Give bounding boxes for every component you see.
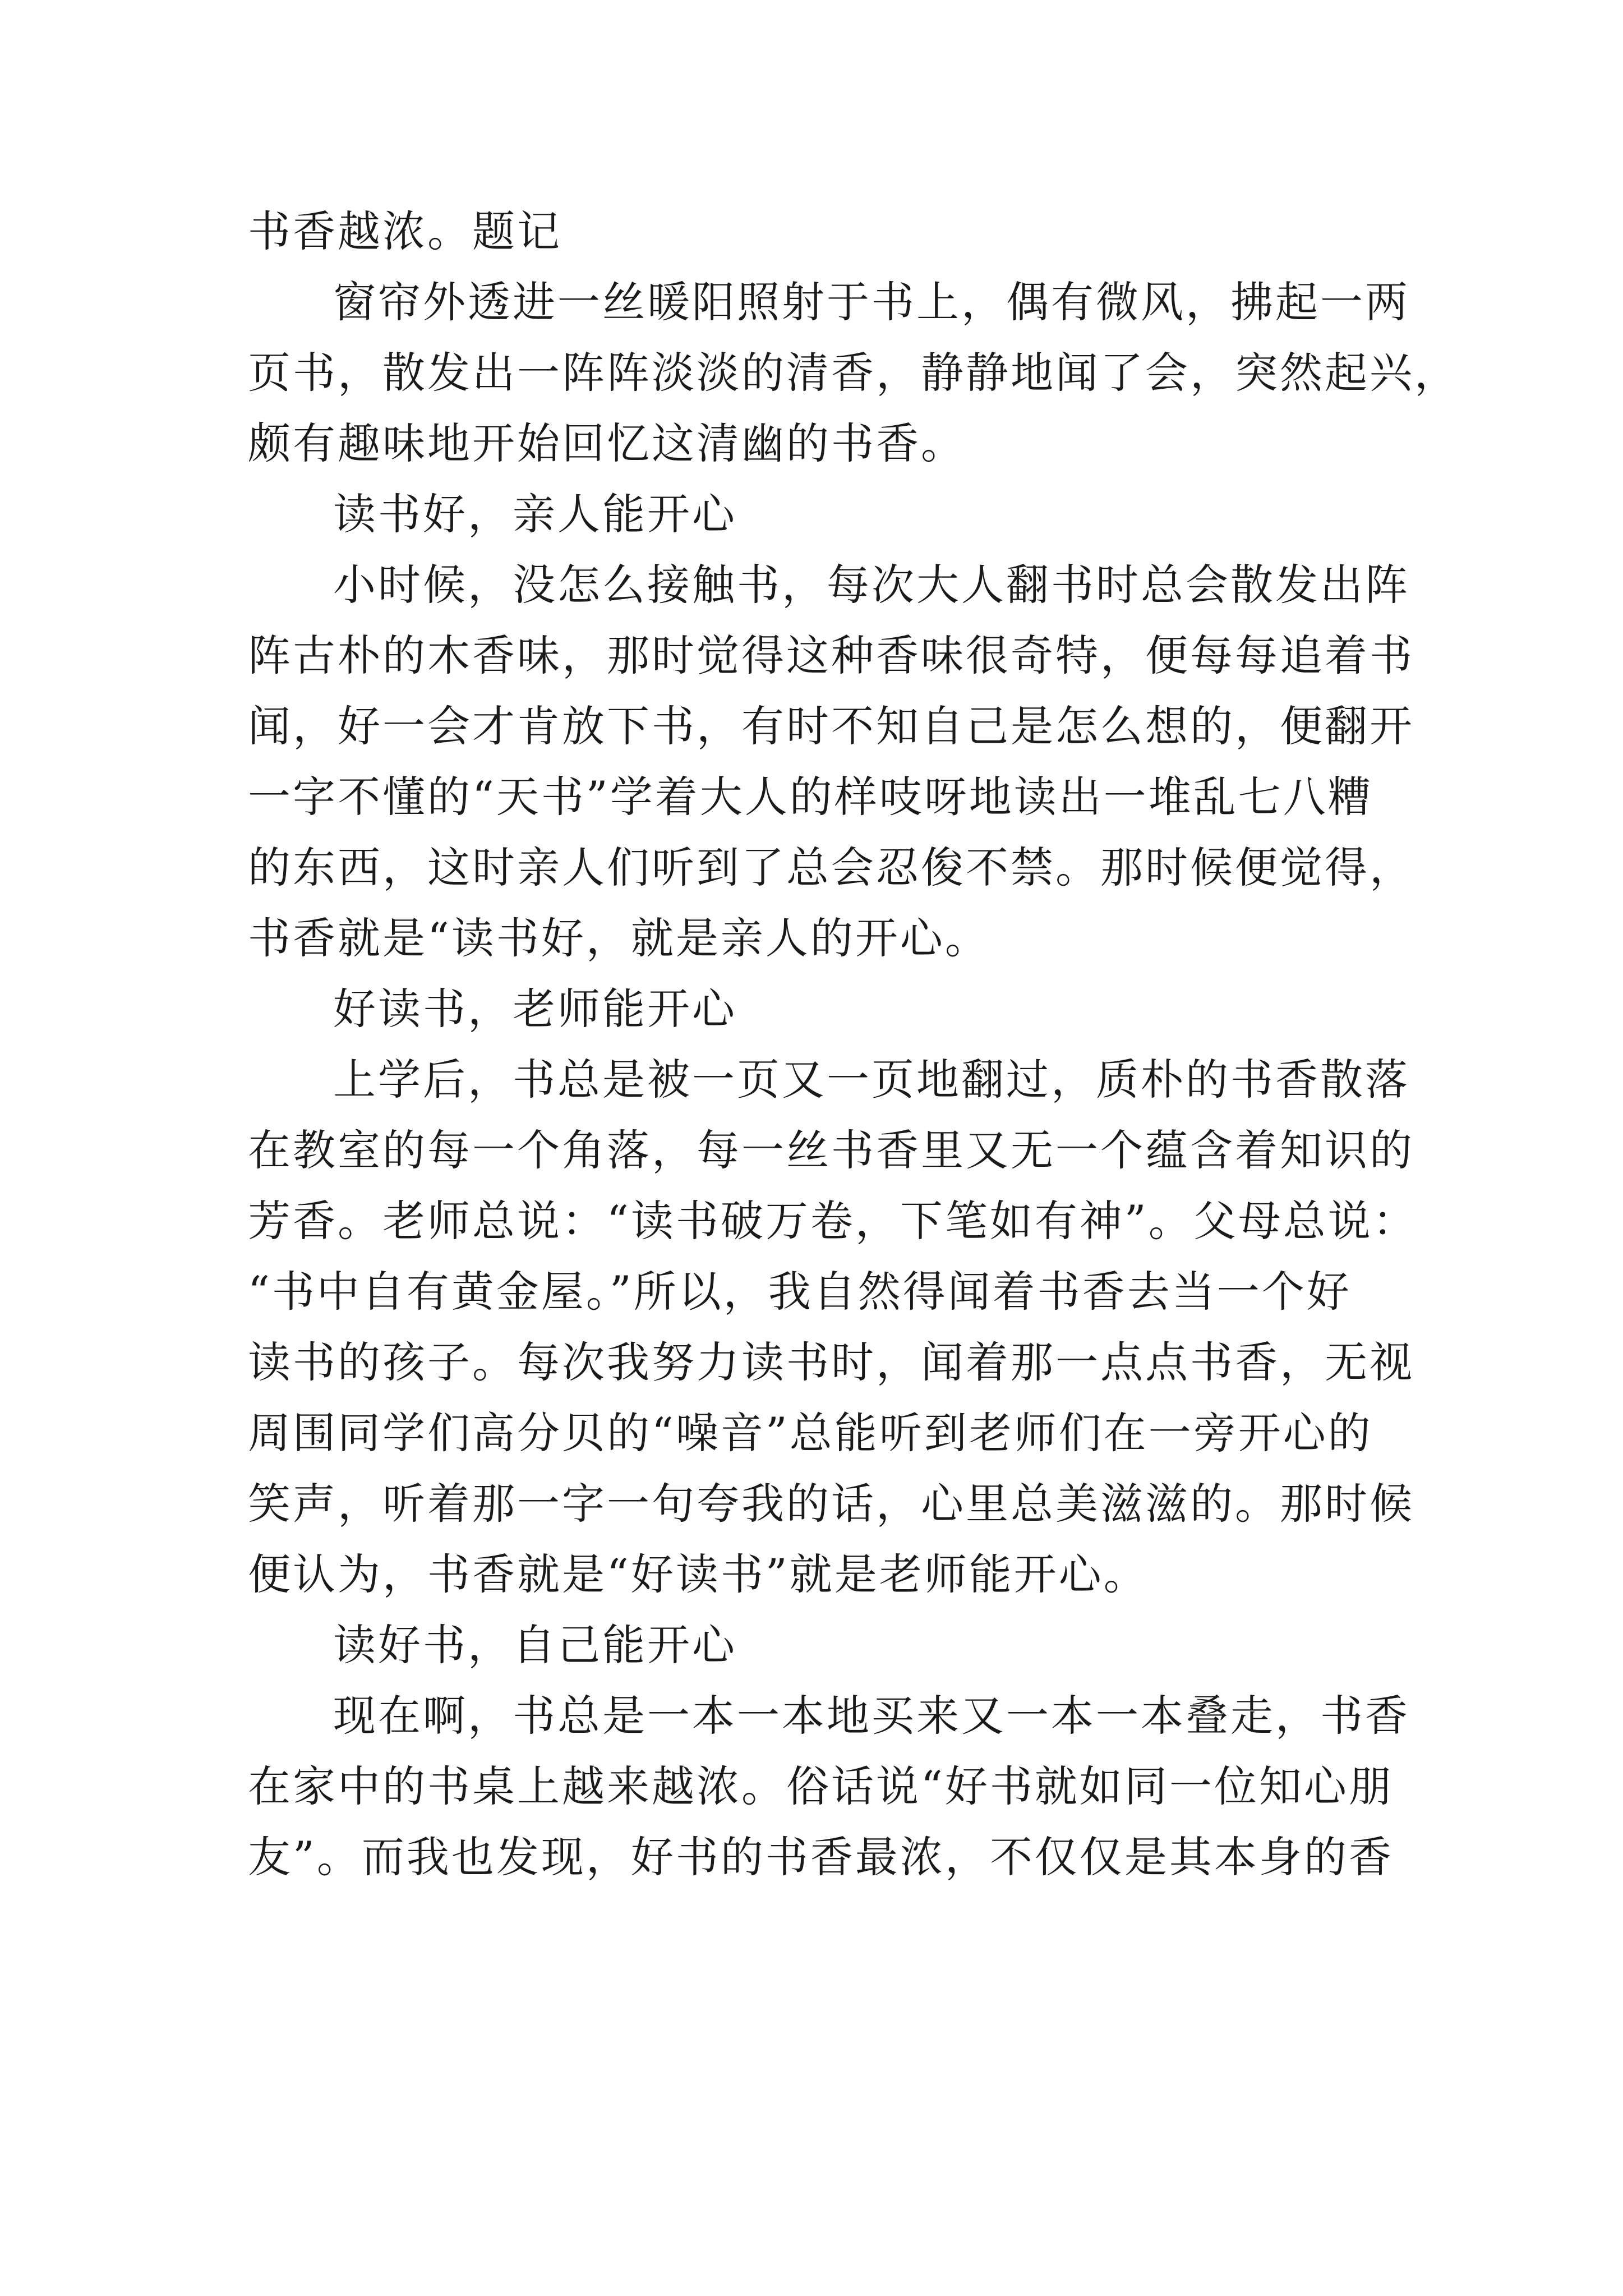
text-line: 便认为，书香就是“好读书”就是老师能开心。 xyxy=(248,1549,1149,1599)
paragraph-line: 现在啊，书总是一本一本地买来又一本一本叠走，书香 xyxy=(333,1691,1410,1741)
paragraph-line: 上学后，书总是被一页又一页地翻过，质朴的书香散落 xyxy=(333,1055,1410,1105)
text-line: 友”。而我也发现，好书的书香最浓，不仅仅是其本身的香 xyxy=(248,1832,1394,1882)
text-line: 在教室的每一个角落，每一丝书香里又无一个蕴含着知识的 xyxy=(248,1125,1414,1175)
paragraph-line: 小时候，没怎么接触书，每次大人翻书时总会散发出阵 xyxy=(333,560,1410,610)
text-line: 闻，好一会才肯放下书，有时不知自己是怎么想的，便翻开 xyxy=(248,701,1414,751)
text-line: 芳香。老师总说：“读书破万卷，下笔如有神”。父母总说： xyxy=(248,1196,1418,1246)
section-heading: 读好书，自己能开心 xyxy=(333,1620,737,1670)
text-line: 书香越浓。题记 xyxy=(248,206,562,256)
section-heading: 好读书，老师能开心 xyxy=(333,984,737,1034)
text-line: 书香就是“读书好，就是亲人的开心。 xyxy=(248,913,990,963)
text-line: “书中自有黄金屋。”所以，我自然得闻着书香去当一个好 xyxy=(248,1267,1352,1317)
section-heading: 读书好，亲人能开心 xyxy=(333,489,737,539)
text-line: 颇有趣味地开始回忆这清幽的书香。 xyxy=(248,418,966,468)
text-line: 一字不懂的“天书”学着大人的样吱呀地读出一堆乱七八糟 xyxy=(248,772,1373,822)
paragraph-line: 窗帘外透进一丝暖阳照射于书上，偶有微风，拂起一两 xyxy=(333,277,1410,327)
text-line: 页书，散发出一阵阵淡淡的清香，静静地闻了会，突然起兴， xyxy=(248,348,1459,398)
text-line: 周围同学们高分贝的“噪音”总能听到老师们在一旁开心的 xyxy=(248,1408,1373,1458)
text-line: 在家中的书桌上越来越浓。俗话说“好书就如同一位知心朋 xyxy=(248,1761,1394,1811)
text-line: 阵古朴的木香味，那时觉得这种香味很奇特，便每每追着书 xyxy=(248,631,1414,680)
text-line: 的东西，这时亲人们听到了总会忍俊不禁。那时候便觉得， xyxy=(248,843,1414,892)
text-line: 读书的孩子。每次我努力读书时，闻着那一点点书香，无视 xyxy=(248,1337,1414,1387)
essay-body xyxy=(248,196,1459,1893)
text-line: 笑声，听着那一字一句夸我的话，心里总美滋滋的。那时候 xyxy=(248,1479,1414,1529)
